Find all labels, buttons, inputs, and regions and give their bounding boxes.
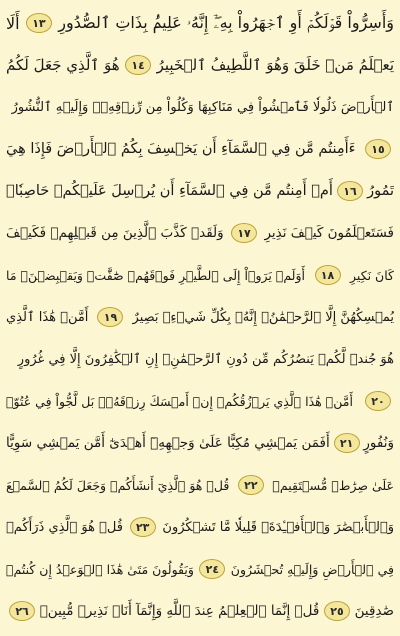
verse-text: قُلۡ إِنَّمَا ٱلۡعِلۡمُ عِندَ ٱللَّهِ وَإِنَّمَآ أَنَا۠ نَذِيرٞ مُّبِينٞ (39, 603, 320, 619)
verse-number-marker: ١٨ (315, 265, 341, 285)
verse-text: قُلۡ هُوَ ٱلَّذِيٓ أَنشَأَكُمۡ وَجَعَلَ لَكُمُ ٱلسَّمۡعَ (6, 477, 230, 493)
verse-text: يَعۡلَمُ مَنۡ خَلَقَ وَهُوَ ٱللَّطِيفُ ٱلۡخَبِيرُ (156, 56, 394, 74)
verse-text: أَمَّنۡ هَٰذَا ٱلَّذِي يَرۡزُقُكُمۡ إِنۡ أَمۡسَكَ رِزۡقَهُۥۚ بَل لَّجُّواْ فِي عُتُوّٖ (6, 393, 353, 409)
verse-text: ٱلۡأَرۡضَ ذَلُولٗا فَٱمۡشُواْ فِي مَنَاكِبِهَا وَكُلُواْ مِن رِّزۡقِهِۦۖ وَإِلَيۡهِ ٱلنُّشُورُ (11, 99, 394, 115)
verse-text: وَنُفُورٍ (363, 435, 394, 451)
verse-number-marker: ١٦ (337, 181, 363, 201)
verse-number-marker: ٢٤ (199, 559, 225, 579)
verse-text: وَٱلۡأَبۡصَٰرَ وَٱلۡأَفۡـِٔدَةَۚ قَلِيلٗا مَّا تَشۡكُرُونَ (162, 519, 394, 535)
verse-number-marker: ١٥ (365, 139, 391, 159)
verse-text: أَمۡ أَمِنتُم مَّن فِي ٱلسَّمَآءِ أَن يُرۡسِلَ عَلَيۡكُمۡ حَاصِبٗاۖ (6, 183, 333, 199)
verse-text: كَانَ نَكِيرِ (350, 267, 394, 283)
verse-line (6, 44, 394, 86)
verse-text: فِي ٱلۡأَرۡضِ وَإِلَيۡهِ تُحۡشَرُونَ (230, 561, 394, 577)
verse-text: قُلۡ هُوَ ٱلَّذِي ذَرَأَكُمۡ (6, 519, 123, 535)
verse-line (6, 506, 394, 548)
verse-number-marker: ١٤ (125, 55, 151, 75)
verse-line (6, 2, 394, 44)
verse-text: عَلَىٰ صِرَٰطٖ مُّسۡتَقِيمٖ (272, 477, 394, 493)
verse-number-marker: ٢٠ (365, 391, 391, 411)
verse-line (6, 128, 394, 170)
verse-text: هُوَ جُندٞ لَّكُمۡ يَنصُرُكُم مِّن دُونِ ٱلرَّحۡمَٰنِۚ إِنِ ٱلۡكَٰفِرُونَ إِلَّا فِي غُرُورٍ (17, 351, 394, 367)
verse-text: وَيَقُولُونَ مَتَىٰ هَٰذَا ٱلۡوَعۡدُ إِن كُنتُمۡ (6, 561, 194, 577)
verse-text: أَلَا (6, 13, 20, 33)
verse-line (6, 464, 394, 506)
verse-text: أَوَلَمۡ يَرَوۡاْ إِلَى ٱلطَّيۡرِ فَوۡقَهُمۡ صَٰٓفَّٰتٖ وَيَقۡبِضۡنَۚ مَا (6, 267, 305, 283)
verse-line (6, 296, 394, 338)
verse-text: تَمُورُ (367, 183, 394, 199)
verse-line (6, 86, 394, 128)
verse-line (6, 170, 394, 212)
verse-text: أَفَمَن يَمۡشِي مُكِبًّا عَلَىٰ وَجۡهِهِۦٓ أَهۡدَىٰٓ أَمَّن يَمۡشِي سَوِيًّا (6, 435, 330, 451)
verse-number-marker: ١٩ (97, 307, 123, 327)
verse-text: أَمَّنۡ هَٰذَا ٱلَّذِي (6, 309, 89, 325)
verse-line (6, 338, 394, 380)
verse-text: صَٰدِقِينَ (354, 603, 394, 619)
verse-text: وَأَسِرُّواْ قَوۡلَكُمۡ أَوِ ٱجۡهَرُواْ بِهِۦٓۖ إِنَّهُۥ عَلِيمُۢ بِذَاتِ ٱلصُّدُورِ (58, 13, 394, 32)
verse-number-marker: ٢١ (334, 433, 360, 453)
verse-line (6, 548, 394, 590)
verse-text: هُوَ ٱلَّذِي جَعَلَ لَكُمُ (6, 56, 120, 74)
verse-number-marker: ٢٣ (130, 517, 156, 537)
verse-number-marker: ١٧ (231, 223, 257, 243)
verse-text: وَلَقَدۡ كَذَّبَ ٱلَّذِينَ مِن قَبۡلِهِمۡ فَكَيۡفَ (6, 225, 224, 241)
verse-text: ءَأَمِنتُم مَّن فِي ٱلسَّمَآءِ أَن يَخۡسِفَ بِكُمُ ٱلۡأَرۡضَ فَإِذَا هِيَ (6, 141, 356, 157)
verse-text: يُمۡسِكُهُنَّ إِلَّا ٱلرَّحۡمَٰنُۚ إِنَّهُۥ بِكُلِّ شَيۡءِۭ بَصِيرٌ (132, 309, 394, 325)
verse-line (6, 380, 394, 422)
verse-line (6, 254, 394, 296)
verse-number-marker: ٢٥ (324, 601, 350, 621)
verse-number-marker: ٢٢ (238, 475, 264, 495)
verse-text: فَسَتَعۡلَمُونَ كَيۡفَ نَذِيرِ (264, 225, 394, 241)
verse-line (6, 422, 394, 464)
verse-line (6, 590, 394, 632)
verse-line (6, 212, 394, 254)
verse-number-marker: ٢٦ (9, 601, 35, 621)
verse-number-marker: ١٣ (26, 13, 52, 33)
